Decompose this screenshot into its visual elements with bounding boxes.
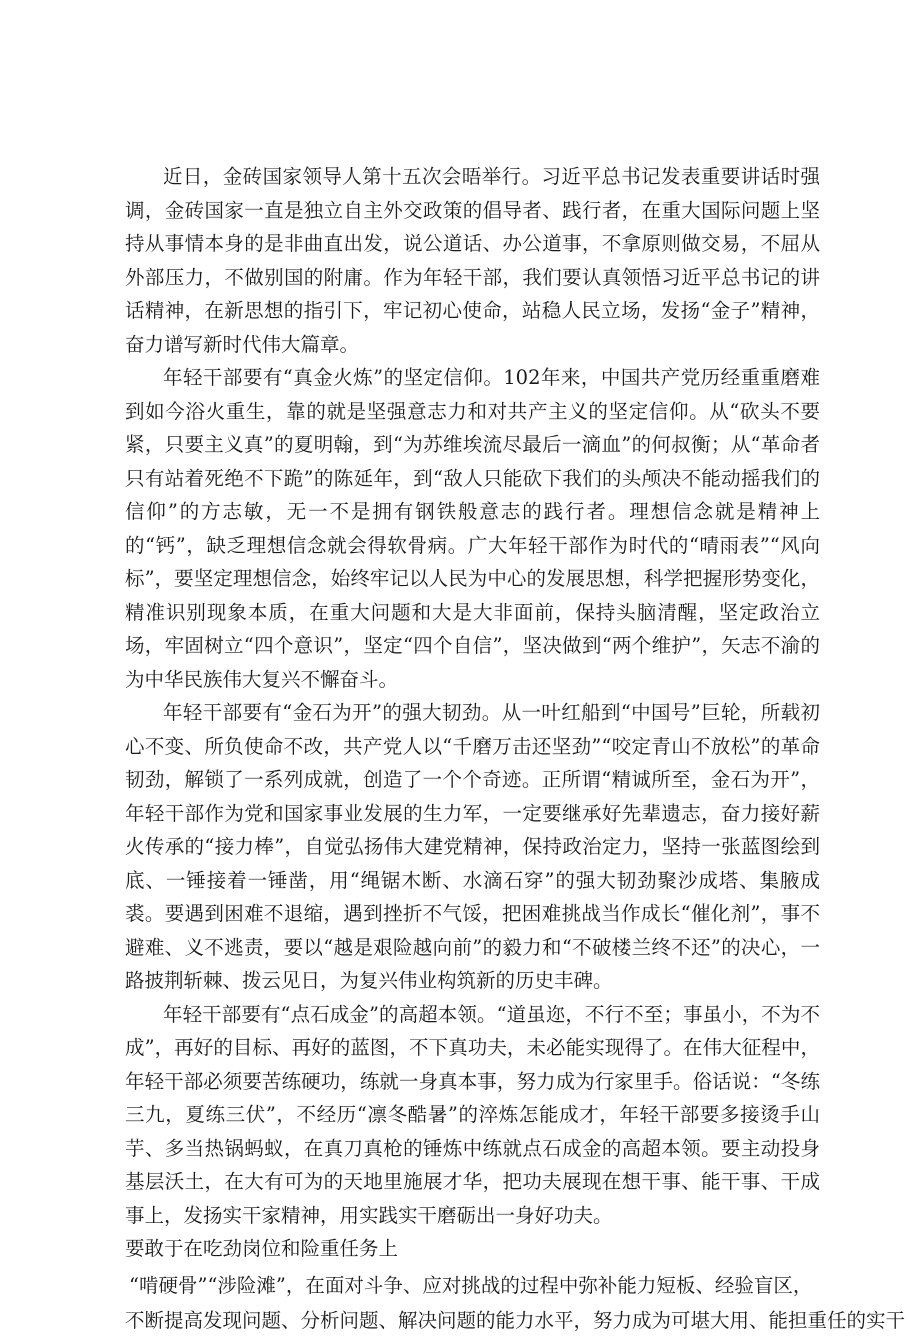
paragraph-intro: 近日，金砖国家领导人第十五次会晤举行。习近平总书记发表重要讲话时强调，金砖国家一直是独立自主外交政策的倡导者、践行者，在重大国际问题上坚持从事情本身的是非曲直出发，说公道话、办公道事，不拿原则做交易，不屈从外部压力，不做别国的附庸。作为年轻干部，我们要认真领悟习近平总书记的讲话精神，在新思想的指引下，牢记初心使命，站稳人民立场，发扬“金子”精神，奋力谱写新时代伟大篇章。	[125, 165, 820, 356]
paragraph-faith: 年轻干部要有“真金火炼”的坚定信仰。102年来，中国共产党历经重重磨难到如今浴火重生，靠的就是坚强意志力和对共产主义的坚定信仰。从“砍头不要紧，只要主义真”的夏明翰，到“为苏维埃流尽最后一滴血”的何叔衡；从“革命者只有站着死绝不下跪”的陈延年，到“敌人只能砍下我们的头颅决不能动摇我们的信仰”的方志敏，无一不是拥有钢铁般意志的践行者。理想信念就是精神上的“钙”，缺乏理想信念就会得软骨病。广大年轻干部作为时代的“晴雨表”“风向标”，要坚定理想信念，始终牢记以人民为中心的发展思想，科学把握形势变化，精准识别现象本质，在重大问题和大是大非面前，保持头脑清醒，坚定政治立场，牢固树立“四个意识”，坚定“四个自信”，坚决做到“两个维护”，矢志不渝的为中华民族伟大复兴不懈奋斗。	[125, 366, 820, 691]
trailing-line-2: “啃硬骨”“涉险滩”，在面对斗争、应对挑战的过程中弥补能力短板、经验盲区，	[129, 1273, 813, 1297]
document-body	[125, 160, 906, 1338]
paragraph-skill: 年轻干部要有“点石成金”的高超本领。“道虽迩，不行不至；事虽小，不为不成”，再好的目标、再好的蓝图，不下真功夫，未必能实现得了。在伟大征程中，年轻干部必须要苦练硬功，练就一身真本事，努力成为行家里手。俗话说：“冬练三九，夏练三伏”，不经历“凛冬酷暑”的淬炼怎能成才，年轻干部要多接烫手山芋、多当热锅蚂蚁，在真刀真枪的锤炼中练就点石成金的高超本领。要主动投身基层沃土，在大有可为的天地里施展才华，把功夫展现在想干事、能干事、干成事上，发扬实干家精神，用实践实干磨砺出一身好功夫。	[125, 1002, 820, 1227]
trailing-line-1: 要敢于在吃劲岗位和险重任务上	[125, 1237, 399, 1260]
paragraph-tenacity: 年轻干部要有“金石为开”的强大韧劲。从一叶红船到“中国号”巨轮，所载初心不变、所负使命不改，共产党人以“千磨万击还坚劲”“咬定青山不放松”的革命韧劲，解锁了一系列成就，创造了一个个奇迹。正所谓“精诚所至，金石为开”，年轻干部作为党和国家事业发展的生力军，一定要继承好先辈遗志，奋力接好薪火传承的“接力棒”，自觉弘扬伟大建党精神，保持政治定力，坚持一张蓝图绘到底、一锤接着一锤凿，用“绳锯木断、水滴石穿”的强大韧劲聚沙成塔、集腋成裘。要遇到困难不退缩，遇到挫折不气馁，把困难挑战当作成长“催化剂”，事不避难、义不逃责，要以“越是艰险越向前”的毅力和“不破楼兰终不还”的决心，一路披荆斩棘、拨云见日，为复兴伟业构筑新的历史丰碑。	[125, 701, 820, 992]
trailing-line-3: 不断提高发现问题、分析问题、解决问题的能力水平，努力成为可堪大用、能担重任的实干	[125, 1309, 906, 1332]
